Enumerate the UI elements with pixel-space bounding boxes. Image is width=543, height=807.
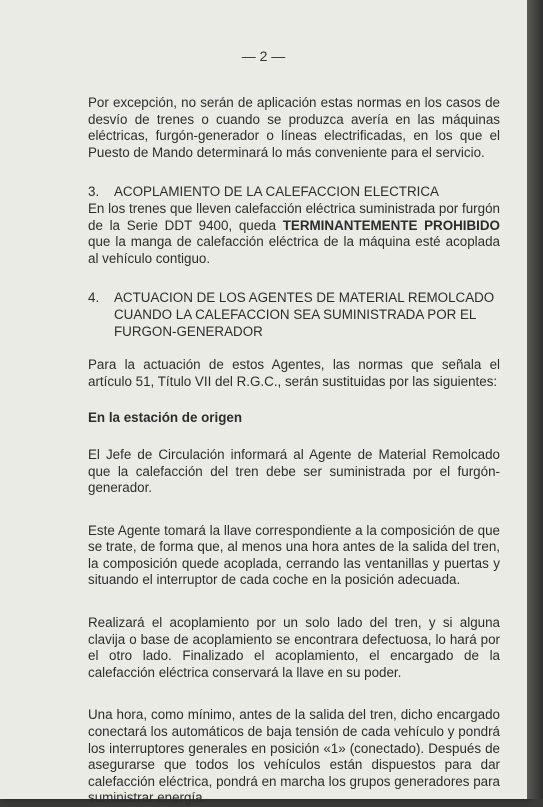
section-3-heading [88, 184, 500, 201]
document-body [88, 95, 500, 807]
section-3-number: 3. [88, 184, 100, 200]
intro-paragraph: Por excepción, no serán de aplicación estas normas en los casos de desvío de trenes o cuando se produzca avería en las máquinas eléctricas, furgón-generador o líneas electrificadas, en los que el Puesto de Mando determinará lo más conveniente para el servicio. [88, 95, 500, 160]
page-edge [527, 0, 543, 799]
paragraph-2: Este Agente tomará la llave correspondiente a la composición de que se trate, de forma que, al menos una hora antes de la salida del tren, la composición quede acoplada, cerrando las ventanillas y puertas y situando el interruptor de cada coche en la posición adecuada. [88, 522, 500, 588]
section-4-title: ACTUACION DE LOS AGENTES DE MATERIAL REMOLCADO CUANDO LA CALEFACCION SEA SUMINISTRADA POR EL FURGON-GENERADOR [114, 290, 495, 339]
paragraph-1: El Jefe de Circulación informará al Agente de Material Remolcado que la calefacción del tren debe ser suministrada por el furgón-generador. [88, 446, 500, 496]
section-4-intro: Para la actuación de estos Agentes, las normas que señala el artículo 51, Título VII del R.G.C., serán sustituidas por las siguientes: [88, 357, 500, 389]
section-4-number: 4. [88, 290, 100, 306]
section-3-paragraph [88, 201, 500, 267]
section-3-text-before: En los trenes que lleven calefacción eléctrica suministrada por furgón de la Serie DDT 9400, queda [88, 200, 500, 233]
prohibited-emphasis: TERMINANTEMENTE PROHIBIDO [282, 217, 500, 233]
section-3-title: ACOPLAMIENTO DE LA CALEFACCION ELECTRICA [114, 184, 439, 200]
origin-station-subheading: En la estación de origen [88, 410, 243, 426]
section-4-heading [88, 290, 500, 340]
paragraph-4: Una hora, como mínimo, antes de la salida del tren, dicho encargado conectará los automáticos de baja tensión de cada vehículo y pondrá los interruptores generales en posición «1» (conectado). Después de asegurarse que todos los vehículos están dispuestos para dar calefacción eléctrica, pondrá en marcha los grupos generadores para suministrar energía. [88, 707, 500, 806]
paragraph-3: Realizará el acoplamiento por un solo lado del tren, y si alguna clavija o base de acoplamiento se encontrara defectuosa, lo hará por el otro lado. Finalizado el acoplamiento, el encargado de la calefacción eléctrica conservará la llave en su poder. [88, 615, 500, 680]
page-number: — 2 — [241, 48, 286, 64]
section-3-text-after: que la manga de calefacción eléctrica de la máquina esté acoplada al vehículo contiguo. [88, 234, 500, 266]
